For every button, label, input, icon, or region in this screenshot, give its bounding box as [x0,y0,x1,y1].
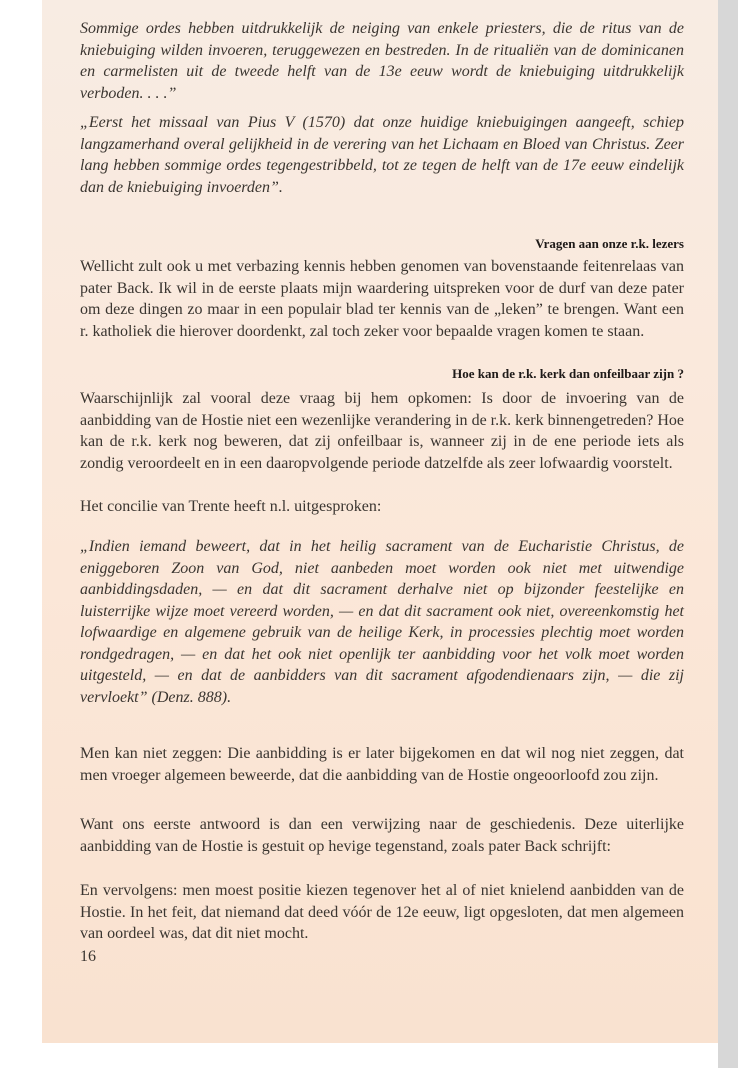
paragraph-vervolgens: En vervolgens: men moest positie kiezen tegenover het al of niet knielend aanbidden van de Hostie. In het feit, dat niemand dat deed vóór de 12e eeuw, ligt opgesloten, dat men algemeen van oordeel was, dat dit niet mocht. [80,882,684,942]
scan-edge [718,0,738,1068]
quote-missal: „Eerst het missaal van Pius V (1570) dat onze huidige kniebuigingen aangeeft, schiep langzamerhand overal gelijkheid in de verering van het Lichaam en Bloed van Christus. Zeer lang hebben sommige ordes tegengestribbeld, tot ze tegen de helft van de 17e eeuw eindelijk dan de kniebuiging invoerden”. [80,114,684,196]
section-heading-vragen: Vragen aan onze r.k. lezers [535,236,684,251]
paragraph-want: Want ons eerste antwoord is dan een verwijzing naar de geschiedenis. Deze uiterlijke aanbidding van de Hostie is gestuit op hevige tegenstand, zoals pater Back schrijft: [80,816,684,855]
paragraph-concilie: Het concilie van Trente heeft n.l. uitgesproken: [80,498,382,515]
section-heading-onfeilbaar: Hoe kan de r.k. kerk dan onfeilbaar zijn ? [452,366,684,381]
quote-intro: Sommige ordes hebben uitdrukkelijk de neiging van enkele priesters, die de ritus van de kniebuiging wilden invoeren, teruggewezen en bestreden. In de ritualiën van de dominicanen en carmelisten uit de tweede helft van de 13e eeuw wordt de kniebuiging uitdrukkelijk verboden. . . .” [80,20,684,102]
paragraph-men-kan: Men kan niet zeggen: Die aanbidding is er later bijgekomen en dat wil nog niet zeggen, dat men vroeger algemeen beweerde, dat die aanbidding van de Hostie ongeoorloofd zou zijn. [80,745,684,784]
page-number: 16 [80,948,96,965]
paragraph-wellicht: Wellicht zult ook u met verbazing kennis hebben genomen van bovenstaande feitenrelaas van pater Back. Ik wil in de eerste plaats mijn waardering uitspreken voor de durf van deze pater om deze dingen zo maar in een populair blad ter kennis van de „leken” te brengen. Want een r. katholiek die hierover doordenkt, zal toch zeker voor bepaalde vragen komen te staan. [80,258,684,340]
quote-trente: „Indien iemand beweert, dat in het heilig sacrament van de Eucharistie Christus, de eniggeboren Zoon van God, niet aanbeden moet worden ook niet met uitwendige aanbiddingsdaden, — en dat dit sacrament derhalve niet op bijzonder feestelijke en luisterrijke wijze moet vereerd worden, — en dat dit sacrament ook niet, overeenkomstig het lofwaardige en algemene gebruik van de heilige Kerk, in processies plechtig moet worden rondgedragen, — en dat het ook niet openlijk ter aanbidding voor het volk moet worden uitgesteld, — en dat de aanbidders van dit sacrament afgodendienaars zijn, — die zij vervloekt” (Denz. 888). [80,538,684,706]
paragraph-waarschijnlijk: Waarschijnlijk zal vooral deze vraag bij hem opkomen: Is door de invoering van de aanbidding van de Hostie niet een wezenlijke verandering in de r.k. kerk binnengetreden? Hoe kan de r.k. kerk nog beweren, dat zij onfeilbaar is, wanneer zij in de ene periode iets als zondig veroordeelt en in een daaropvolgende periode datzelfde als zeer lofwaardig voorstelt. [80,390,684,472]
document-page [42,0,718,1043]
